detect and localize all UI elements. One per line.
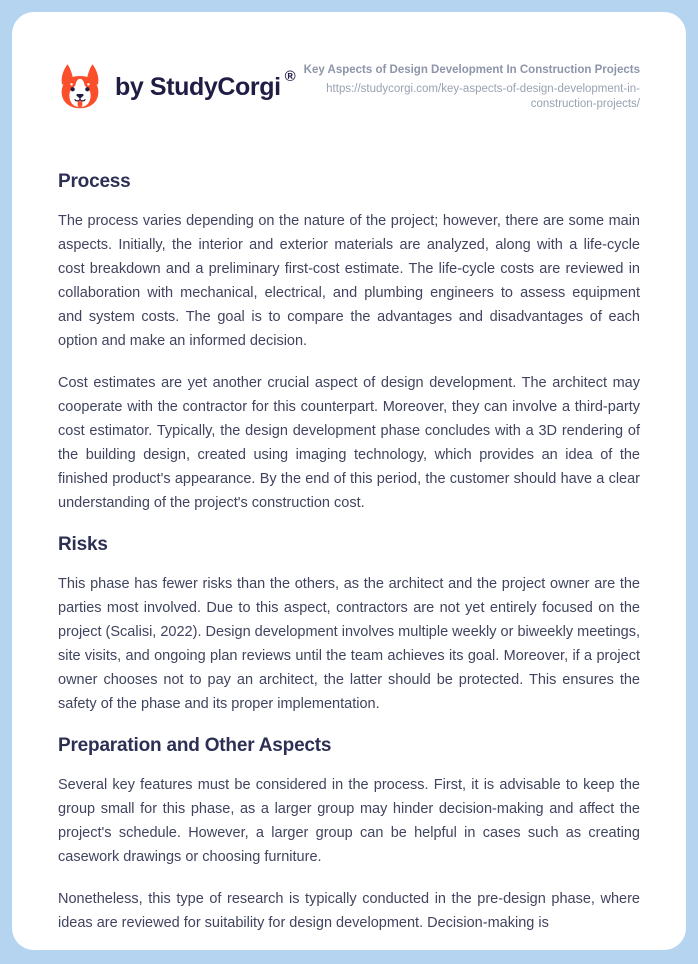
section-heading-risks: Risks (58, 534, 108, 555)
paragraph-risks-1: This phase has fewer risks than the others, as the architect and the project owner are the parties most involved. Due to this aspect, contractors are not yet entirely focused on the project (Scalisi, 2022). Design development involves multiple weekly or biweekly meetings, site visits, and ongoing plan reviews until the team achieves its goal. Moreover, if a project owner chooses not to pay an architect, the latter should be protected. This ensures the safety of the phase and its proper implementation. (58, 576, 640, 712)
article-content (58, 170, 640, 935)
paragraph-preparation-2: Nonetheless, this type of research is typically conducted in the pre-design phase, where ideas are reviewed for suitability for design development. Decision-making is (58, 891, 640, 931)
document-meta (302, 63, 640, 111)
document-title: Key Aspects of Design Development In Construction Projects (303, 63, 640, 76)
registered-trademark-icon: ® (284, 68, 296, 85)
studycorgi-brand (58, 62, 296, 112)
paragraph-process-1: The process varies depending on the nature of the project; however, there are some main aspects. Initially, the interior and exterior materials are analyzed, along with a life-cycle cost breakdown and a preliminary first-cost estimate. The life-cycle costs are reviewed in collaboration with mechanical, electrical, and plumbing engineers to assess equipment and system costs. The goal is to compare the advantages and disadvantages of each option and make an informed decision. (58, 213, 640, 349)
document-header (58, 62, 640, 112)
paragraph-preparation-1: Several key features must be considered in the process. First, it is advisable to keep the group small for this phase, as a larger group may hinder decision-making and affect the project's schedule. However, a larger group can be helpful in cases such as creating casework drawings or choosing furniture. (58, 777, 640, 865)
section-heading-preparation: Preparation and Other Aspects (58, 735, 332, 756)
section-heading-process: Process (58, 171, 131, 192)
paragraph-process-2: Cost estimates are yet another crucial aspect of design development. The architect may cooperate with the contractor for this counterpart. Moreover, they can involve a third-party cost estimator. Typically, the design development phase concludes with a 3D rendering of the building design, created using imaging technology, which provides an idea of the finished product's appearance. By the end of this period, the customer should have a clear understanding of the project's construction cost. (58, 375, 640, 511)
source-url: https://studycorgi.com/key-aspects-of-design-development-in-construction-projects/ (326, 83, 640, 110)
brand-name: by StudyCorgi (115, 72, 281, 101)
corgi-logo-icon (58, 62, 102, 112)
document-card (12, 12, 686, 950)
